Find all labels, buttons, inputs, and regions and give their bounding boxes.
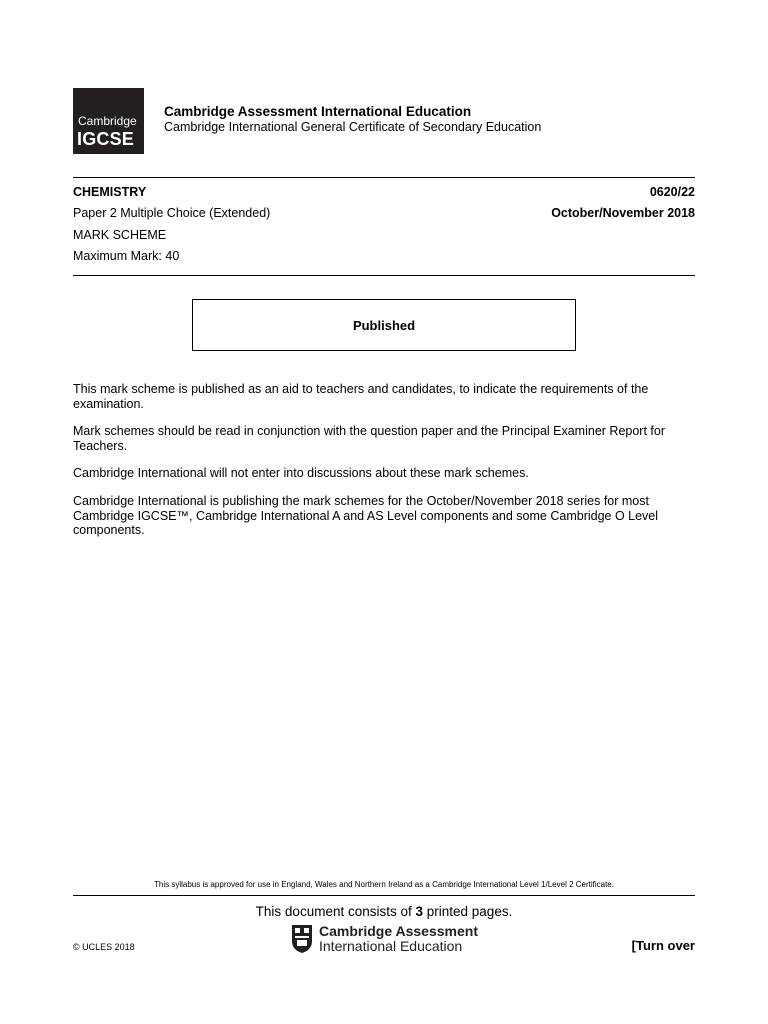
logo-line2: IGCSE (77, 129, 135, 149)
brand-line2: International Education (319, 938, 463, 954)
organisation-header (164, 104, 541, 135)
meta-row-subject (73, 185, 695, 200)
org-subtitle: Cambridge International General Certificate of Secondary Education (164, 120, 542, 134)
maximum-mark: Maximum Mark: 40 (73, 249, 180, 263)
session: October/November 2018 (551, 206, 695, 220)
meta-row-doctype (73, 228, 695, 243)
paragraph-2: Mark schemes should be read in conjunction with the question paper and the Principal Examiner Report for Teachers. (73, 424, 665, 453)
published-box (192, 299, 576, 351)
turn-over: [Turn over (631, 938, 695, 953)
cambridge-igcse-logo (73, 88, 144, 154)
pages-count: 3 (415, 904, 424, 919)
paragraph-1: This mark scheme is published as an aid to teachers and candidates, to indicate the requirements of the examination. (73, 382, 649, 411)
brand-line1: Cambridge Assessment (319, 923, 478, 939)
paper-title: Paper 2 Multiple Choice (Extended) (73, 206, 271, 220)
subject: CHEMISTRY (73, 185, 147, 199)
footer-rule (73, 895, 695, 896)
copyright: © UCLES 2018 (73, 942, 135, 952)
paper-code: 0620/22 (649, 185, 695, 199)
org-name: Cambridge Assessment International Education (164, 104, 472, 119)
pages-post: printed pages. (423, 904, 513, 919)
top-rule (73, 177, 695, 178)
logo-line1: Cambridge (78, 114, 137, 128)
meta-bottom-rule (73, 275, 695, 276)
published-label: Published (352, 317, 416, 333)
paragraph-4: Cambridge International is publishing the mark schemes for the October/November 2018 series for most Cambridge IGCSE™, Cambridge International A and AS Level components and some Cambridge O Level components. (73, 494, 659, 537)
meta-row-paper (73, 206, 695, 221)
pages-pre: This document consists of (255, 904, 416, 919)
approval-note: This syllabus is approved for use in England, Wales and Northern Ireland as a Cambridge International Level 1/Level 2 Certificate. (154, 880, 614, 889)
caie-brand (291, 924, 478, 954)
meta-row-maxmark (73, 249, 695, 264)
page-count-line (0, 904, 768, 920)
crest-icon (291, 924, 313, 954)
document-type: MARK SCHEME (73, 228, 167, 242)
paragraph-3: Cambridge International will not enter into discussions about these mark schemes. (73, 466, 529, 480)
